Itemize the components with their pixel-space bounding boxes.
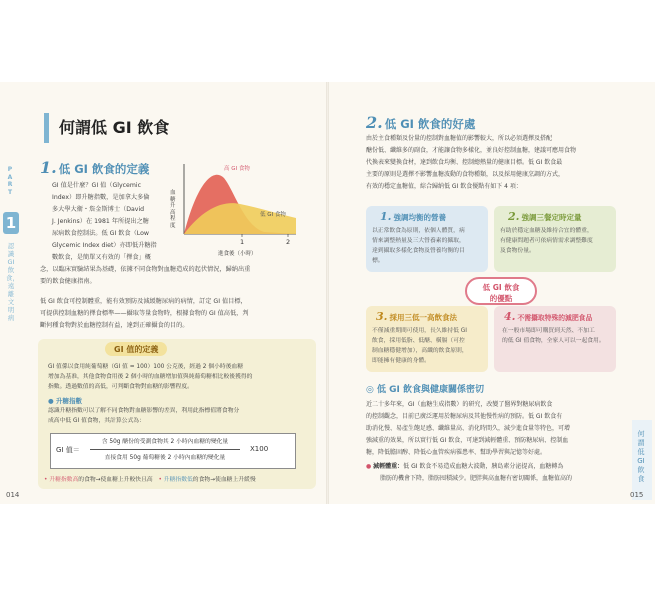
tick-1: 1 bbox=[240, 238, 245, 246]
gi-box-body: GI 值係以食用純葡萄糖（GI 值 = 100）100 公克後，經過 2 個小時後血糖 增加為基准，其他食物食用後 2 個小時的血糖增加值與純葡萄糖相比較後獲得的 指數。透過數值的高低，可判斷食物對血糖的影響程度。 bbox=[48, 364, 253, 390]
section-heading-2: 2. 低 GI 飲食的好處 bbox=[366, 113, 476, 132]
formula-fraction-line bbox=[90, 449, 240, 450]
page-number-right: 015 bbox=[630, 491, 644, 499]
part-title: 認識GI飲食，遠離文明病 bbox=[6, 242, 19, 322]
benefits-intro: 由於主食種類及份量的控制對血糖值的影響較大，所以必須選擇及搭配 醣份低、纖維多的副食，才能讓食物多樣化，並良好控制血糖，建議可應用食物 代換表來變換食材，達到飲食均衡、控制總熱量的健康目標。低 GI 飲食最 主要的原則是選擇不影響血糖波動的食物種類，以及採用健康烹調的方式， 有效的穩定血糖值，綜合歸納低 GI 飲食優點有如下 4 項： bbox=[366, 135, 577, 190]
formula-numerator: 含 50g 醣份的受測食物其 2 小時內血糖的變化量 bbox=[101, 439, 229, 445]
side-chapter-tab: 何謂低GI飲食 bbox=[637, 430, 645, 483]
health-paragraph: 近二十多年來，GI（血糖生成指數）的研究，改變了醫界對糖尿病飲食 的控制觀念，目前已廣泛運用於糖尿病及其他慢性病的預防。低 GI 飲食有 助消化慢、易產生飽足感、纖維量高、消化時間久，減少進食量等特色，可增 強減重的效果，所以實行低 GI 飲食，可達到減輕體重、預防糖尿病、控制血 糖，降低膽固醇、降低心血管疾病罹患率、幫助學習與記憶等好處。 bbox=[366, 401, 571, 456]
gi-curve-figure bbox=[168, 160, 300, 260]
x-axis-label: 進食後（小時） bbox=[218, 251, 257, 257]
page-number-left: 014 bbox=[6, 491, 20, 499]
gi-bullet-body: 認識升糖指數可以了解不同食物對血糖影響的差異，利用此指標值將食物分 成高中低 GI 值食物，其計算公式為： bbox=[48, 408, 240, 424]
formula-label: GI 值＝ bbox=[56, 446, 80, 454]
benefits-center-badge: 低 GI 飲食 的優點 bbox=[465, 277, 537, 305]
tick-2: 2 bbox=[286, 238, 291, 246]
formula-denominator: 直接食用 50g 葡萄糖後 2 小時內血糖的變化量 bbox=[104, 455, 226, 461]
book-gutter bbox=[326, 82, 329, 504]
section-heading-1: 1. 低 GI 飲食的定義 bbox=[40, 158, 150, 177]
high-gi-label: 高 GI 食物 bbox=[224, 166, 250, 172]
gi-bullet-heading: ● 升糖指數 bbox=[48, 397, 82, 405]
part-number: 1 bbox=[3, 212, 19, 234]
definition-paragraph-wrapped: GI 值是什麼？GI 值（Glycemic Index）即升糖指數，是加拿大多倫 多大學大衛・詹金斯博士（David J. Jenkins）在 1981 年所提出之糖 尿病飲食控制法。低 GI 飲食（Low Glycemic Index diet）亦即低升糖指 數飲食，是簡單又有效的「擇食」概 bbox=[52, 182, 157, 261]
part-label: P A R T bbox=[7, 166, 13, 196]
formula-multiplier: X100 bbox=[250, 445, 269, 453]
section-heading-3: ◎ 低 GI 飲食與健康關係密切 bbox=[366, 385, 484, 395]
gi-footer: • 升糖指數高的食物→使血糖上升較快且高 • 升糖指數低的食物→使血糖上升緩慢 bbox=[44, 477, 256, 483]
benefit-card-2: 2. 強調三餐定時定量 有助於穩定血糖及維持合宜的體重， 有健康問題者可依病情需求調整難度 及食物份量。 bbox=[494, 206, 616, 272]
y-axis-label: 血糖升高程度 bbox=[170, 190, 176, 229]
gi-box-title: GI 值的定義 bbox=[114, 345, 159, 354]
benefit-card-1: 1. 強調均衡的營養 以正常飲食為原則，依個人體質，病 情來調整熱量及三大營養素的攝取， 達到攝取多樣化食物及營養均衡的目 標。 bbox=[366, 206, 488, 272]
weight-bullet: ● 減輕體重：低 GI 飲食不易造成血糖大波動，胰島素分泌提高，血糖轉為 脂肪的機會下降，脂肪囤積減少。肥胖與高血糖有密切關係，血糖值高的 bbox=[366, 463, 573, 482]
benefit-card-3: 3. 採用三低一高飲食法 不僅減重期間可使用，長久維持低 GI 飲食，採用低脂、低醣、橫膈（可控 制血糖穩健增加），高纖的飲食原則， 即能擁有健康的身體。 bbox=[366, 306, 488, 372]
definition-paragraph-full: 念，以臨床實驗結果為基礎，依據不同食物對血糖造成的起伏情況，歸納出重 要的飲食健康指南。 bbox=[40, 266, 251, 285]
benefit-card-4: 4. 不需攝取特殊的減肥食品 在一般市場即可購買到天然、不加工 的低 GI 值食物，全家人可以一起食用。 bbox=[494, 306, 616, 372]
page-title: 何謂低 GI 飲食 bbox=[44, 113, 180, 143]
low-gi-label: 低 GI 食物 bbox=[260, 212, 286, 218]
control-paragraph: 低 GI 飲食可控制體重，能有效預防及減緩糖尿病的病情，訂定 GI 值目標， 可提供控制血糖的擇食標準——攝取等量食物時，根據食物的 GI 值高低，判 斷何種食物對於血糖控制有益，達到正確攝食的目的。 bbox=[40, 298, 249, 329]
